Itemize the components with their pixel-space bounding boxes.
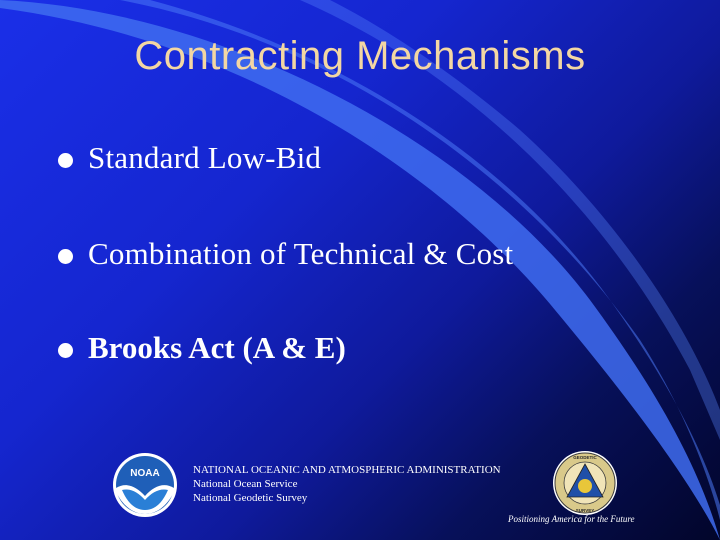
survey-name: National Geodetic Survey	[193, 492, 308, 504]
ngs-seal-icon	[552, 450, 618, 516]
bullet-text: Combination of Technical & Cost	[88, 236, 514, 271]
slide-title: Contracting Mechanisms	[134, 34, 586, 78]
agency-name: NATIONAL OCEANIC AND ATMOSPHERIC ADMINISTRATION	[193, 464, 501, 476]
svg-text:GEODETIC: GEODETIC	[573, 455, 597, 460]
bullet-text: Standard Low-Bid	[88, 140, 322, 175]
tagline: Positioning America for the Future	[508, 514, 635, 524]
svg-text:NOAA: NOAA	[130, 468, 160, 479]
bullet-dot-icon	[58, 153, 73, 168]
service-name: National Ocean Service	[193, 478, 298, 490]
bullet-text: Brooks Act (A & E)	[88, 330, 346, 365]
footer-agency-block	[193, 463, 501, 505]
bullet-dot-icon	[58, 343, 73, 358]
noaa-logo-icon	[112, 452, 178, 518]
bullet-dot-icon	[58, 249, 73, 264]
svg-text:SURVEY: SURVEY	[575, 508, 595, 513]
